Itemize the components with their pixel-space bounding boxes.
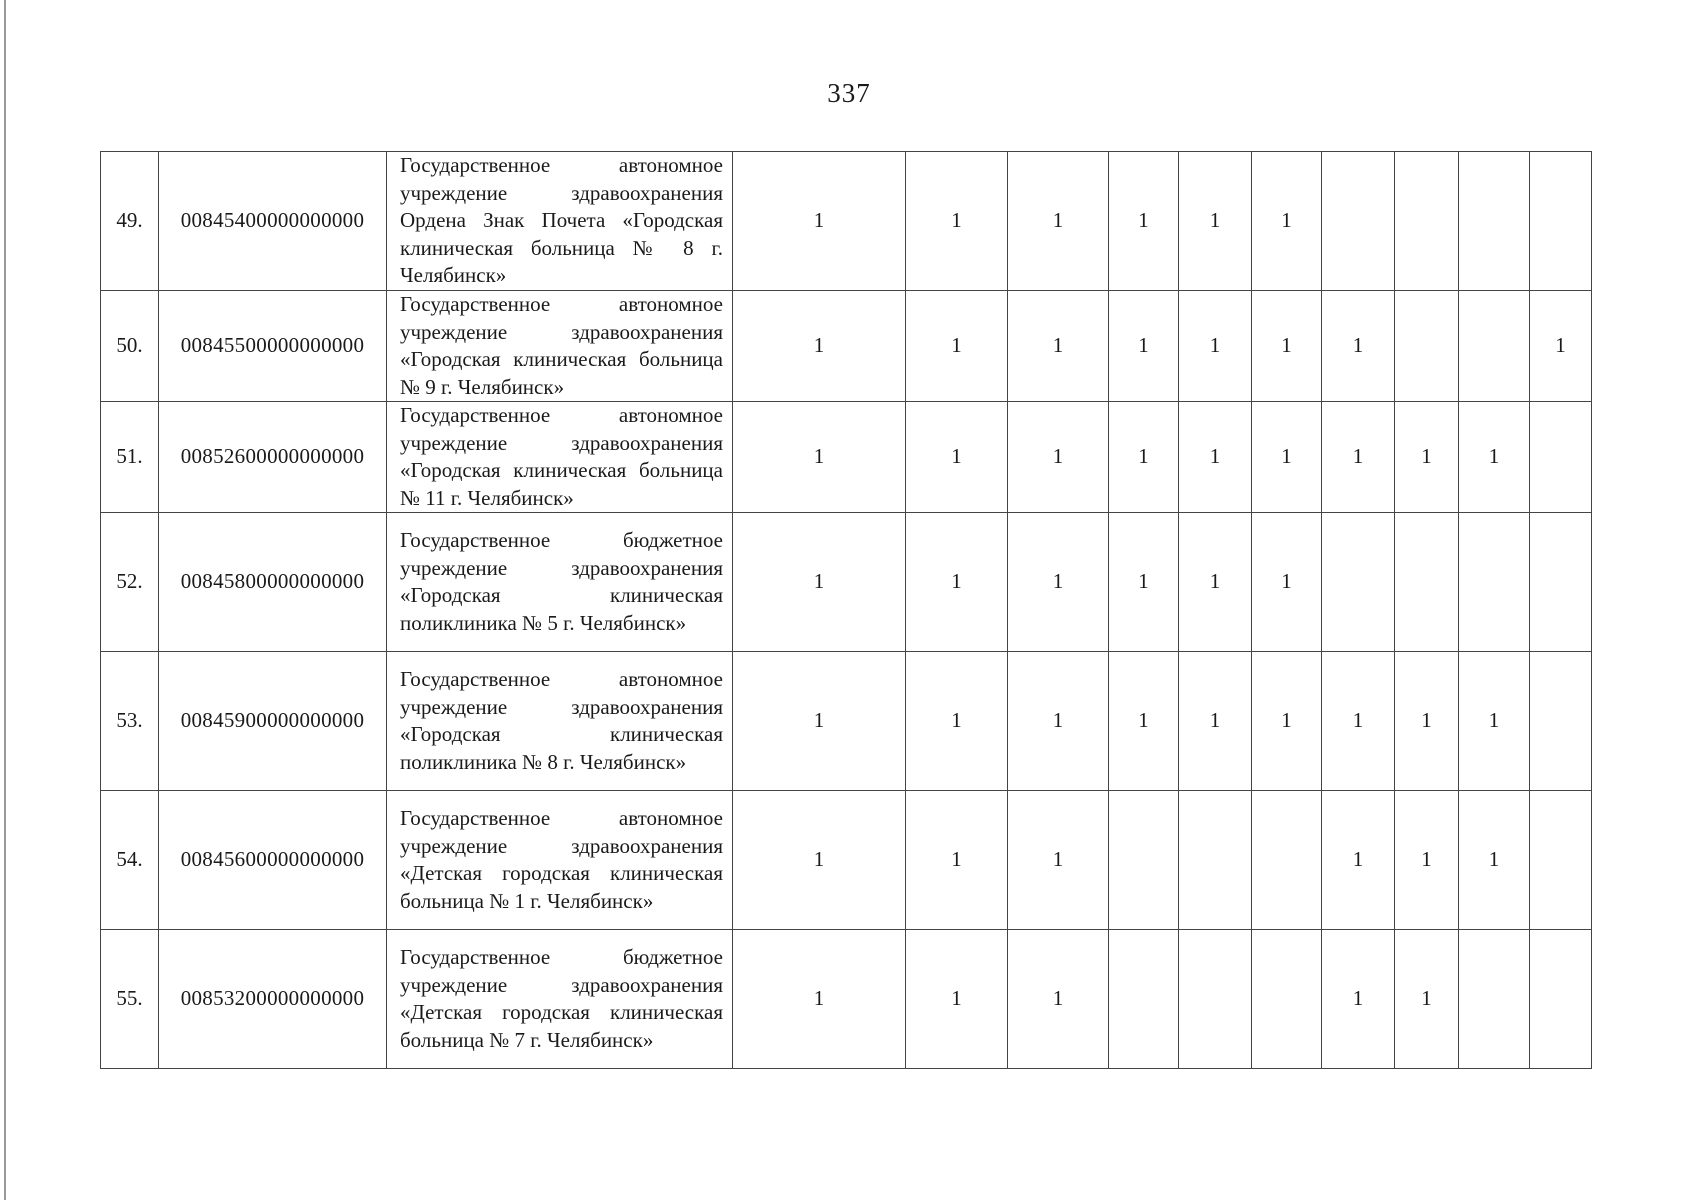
value-cell: 1 bbox=[1008, 291, 1109, 402]
value-cell: 1 bbox=[733, 652, 906, 791]
value-cell bbox=[1179, 930, 1252, 1069]
value-cell: 1 bbox=[1252, 291, 1322, 402]
value-cell bbox=[1395, 152, 1459, 291]
row-number: 52. bbox=[101, 513, 159, 652]
value-cell bbox=[1252, 791, 1322, 930]
row-number: 55. bbox=[101, 930, 159, 1069]
table-row bbox=[101, 291, 1592, 402]
value-cell: 1 bbox=[1322, 930, 1395, 1069]
value-cell bbox=[1530, 402, 1592, 513]
row-number: 49. bbox=[101, 152, 159, 291]
value-cell bbox=[1395, 291, 1459, 402]
value-cell: 1 bbox=[1395, 791, 1459, 930]
institution-name: Государственное автономное учреждение здравоохранения «Городская клиническая поликлиника № 8 г. Челябинск» bbox=[387, 652, 733, 791]
value-cell bbox=[1530, 513, 1592, 652]
value-cell: 1 bbox=[733, 930, 906, 1069]
value-cell: 1 bbox=[1459, 791, 1530, 930]
value-cell bbox=[1322, 152, 1395, 291]
value-cell bbox=[1530, 930, 1592, 1069]
value-cell bbox=[1530, 791, 1592, 930]
registry-code: 00845900000000000 bbox=[159, 652, 387, 791]
value-cell: 1 bbox=[1395, 652, 1459, 791]
value-cell: 1 bbox=[1179, 402, 1252, 513]
value-cell: 1 bbox=[906, 791, 1008, 930]
table-row bbox=[101, 402, 1592, 513]
value-cell bbox=[1322, 513, 1395, 652]
value-cell bbox=[1179, 791, 1252, 930]
institution-name: Государственное бюджетное учреждение здравоохранения «Городская клиническая поликлиника № 5 г. Челябинск» bbox=[387, 513, 733, 652]
row-number: 50. bbox=[101, 291, 159, 402]
value-cell: 1 bbox=[1109, 291, 1179, 402]
value-cell bbox=[1530, 652, 1592, 791]
value-cell bbox=[1395, 513, 1459, 652]
value-cell: 1 bbox=[1008, 791, 1109, 930]
value-cell: 1 bbox=[733, 791, 906, 930]
value-cell: 1 bbox=[1252, 513, 1322, 652]
value-cell bbox=[1459, 152, 1530, 291]
scan-edge-line bbox=[4, 0, 6, 1200]
registry-code: 00845600000000000 bbox=[159, 791, 387, 930]
table-row bbox=[101, 930, 1592, 1069]
value-cell: 1 bbox=[1008, 652, 1109, 791]
value-cell: 1 bbox=[1109, 402, 1179, 513]
row-number: 53. bbox=[101, 652, 159, 791]
value-cell: 1 bbox=[1459, 652, 1530, 791]
registry-code: 00845400000000000 bbox=[159, 152, 387, 291]
value-cell: 1 bbox=[733, 402, 906, 513]
value-cell: 1 bbox=[1179, 513, 1252, 652]
registry-code: 00853200000000000 bbox=[159, 930, 387, 1069]
value-cell: 1 bbox=[906, 291, 1008, 402]
value-cell bbox=[1459, 513, 1530, 652]
institution-name: Государственное бюджетное учреждение здравоохранения «Детская городская клиническая больница № 7 г. Челябинск» bbox=[387, 930, 733, 1069]
value-cell bbox=[1459, 930, 1530, 1069]
value-cell: 1 bbox=[1109, 513, 1179, 652]
value-cell: 1 bbox=[1322, 291, 1395, 402]
value-cell: 1 bbox=[1395, 402, 1459, 513]
institution-name: Государственное автономное учреждение здравоохранения Ордена Знак Почета «Городская клиническая больница № 8 г. Челябинск» bbox=[387, 152, 733, 291]
table-row bbox=[101, 791, 1592, 930]
value-cell: 1 bbox=[1008, 513, 1109, 652]
value-cell bbox=[1459, 291, 1530, 402]
value-cell bbox=[1109, 791, 1179, 930]
value-cell bbox=[1530, 152, 1592, 291]
value-cell: 1 bbox=[1179, 152, 1252, 291]
page-number: 337 bbox=[827, 78, 871, 108]
value-cell: 1 bbox=[1252, 152, 1322, 291]
value-cell: 1 bbox=[1179, 291, 1252, 402]
row-number: 51. bbox=[101, 402, 159, 513]
institution-name: Государственное автономное учреждение здравоохранения «Городская клиническая больница № 9 г. Челябинск» bbox=[387, 291, 733, 402]
table-row bbox=[101, 152, 1592, 291]
value-cell: 1 bbox=[733, 291, 906, 402]
registry-code: 00852600000000000 bbox=[159, 402, 387, 513]
registry-code: 00845500000000000 bbox=[159, 291, 387, 402]
value-cell: 1 bbox=[1395, 930, 1459, 1069]
table-row bbox=[101, 513, 1592, 652]
registry-code: 00845800000000000 bbox=[159, 513, 387, 652]
value-cell: 1 bbox=[1530, 291, 1592, 402]
value-cell: 1 bbox=[1008, 930, 1109, 1069]
value-cell: 1 bbox=[1109, 152, 1179, 291]
value-cell: 1 bbox=[1008, 152, 1109, 291]
value-cell: 1 bbox=[906, 152, 1008, 291]
value-cell: 1 bbox=[1179, 652, 1252, 791]
institution-name: Государственное автономное учреждение здравоохранения «Городская клиническая больница № 11 г. Челябинск» bbox=[387, 402, 733, 513]
value-cell: 1 bbox=[1322, 402, 1395, 513]
value-cell: 1 bbox=[906, 402, 1008, 513]
value-cell: 1 bbox=[1008, 402, 1109, 513]
value-cell: 1 bbox=[733, 152, 906, 291]
value-cell: 1 bbox=[906, 513, 1008, 652]
value-cell: 1 bbox=[906, 930, 1008, 1069]
value-cell bbox=[1109, 930, 1179, 1069]
value-cell: 1 bbox=[1459, 402, 1530, 513]
row-number: 54. bbox=[101, 791, 159, 930]
value-cell: 1 bbox=[1252, 652, 1322, 791]
value-cell: 1 bbox=[1322, 791, 1395, 930]
value-cell: 1 bbox=[733, 513, 906, 652]
value-cell: 1 bbox=[1322, 652, 1395, 791]
value-cell: 1 bbox=[1252, 402, 1322, 513]
table-row bbox=[101, 652, 1592, 791]
value-cell: 1 bbox=[906, 652, 1008, 791]
value-cell: 1 bbox=[1109, 652, 1179, 791]
registry-table bbox=[100, 151, 1592, 1069]
value-cell bbox=[1252, 930, 1322, 1069]
institution-name: Государственное автономное учреждение здравоохранения «Детская городская клиническая больница № 1 г. Челябинск» bbox=[387, 791, 733, 930]
